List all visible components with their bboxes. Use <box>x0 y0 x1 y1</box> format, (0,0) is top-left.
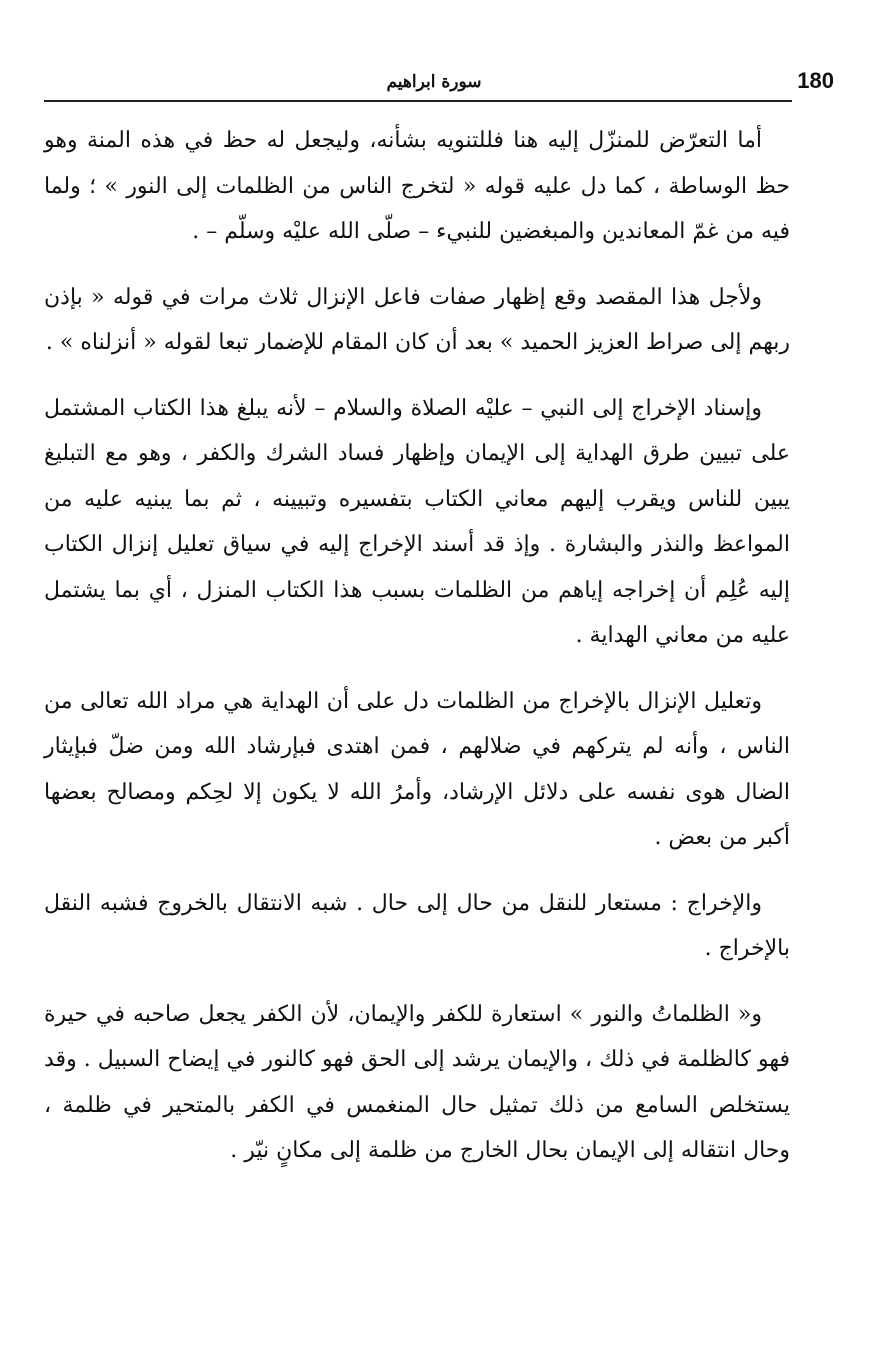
header-rule <box>44 100 792 102</box>
body-text <box>44 118 790 1194</box>
paragraph: والإخراج : مستعار للنقل من حال إلى حال . شبه الانتقال بالخروج فشبه النقل بالإخراج . <box>44 890 790 961</box>
paragraph: وإسناد الإخراج إلى النبي – عليْه الصلاة والسلام – لأنه يبلغ هذا الكتاب المشتمل على تبيين طرق الهداية إلى الإيمان وإظهار فساد الشرك والكفر ، وهو مع التبليغ يبين للناس ويقرب إليهم معاني الكتاب بتفسيره وتبيينه ، ثم بما يبنيه عليه من المواعظ والنذر والبشارة . وإذ قد أسند الإخراج إليه في سياق تعليل إنزال الكتاب إليه عُلِم أن إخراجه إياهم من الظلمات بسبب هذا الكتاب المنزل ، أي بما يشتمل عليه من معاني الهداية . <box>44 395 790 648</box>
page-header <box>44 66 834 102</box>
page-number: 180 <box>797 68 834 93</box>
paragraph: و« الظلماتُ والنور » استعارة للكفر والإيمان، لأن الكفر يجعل صاحبه في حيرة فهو كالظلمة في ذلك ، والإيمان يرشد إلى الحق فهو كالنور في إيضاح السبيل . وقد يستخلص السامع من ذلك تمثيل حال المنغمس في الكفر بالمتحير في ظلمة ، وحال انتقاله إلى الإيمان بحال الخارج من ظلمة إلى مكانٍ نيّر . <box>44 1001 790 1163</box>
paragraph: وتعليل الإنزال بالإخراج من الظلمات دل على أن الهداية هي مراد الله تعالى من الناس ، وأنه لم يتركهم في ضلالهم ، فمن اهتدى فبإرشاد الله ومن ضلّ فبإيثار الضال هوى نفسه على دلائل الإرشاد، وأمرُ الله لا يكون إلا لحِكم ومصالح بعضها أكبر من بعض . <box>44 688 790 850</box>
paragraph: ولأجل هذا المقصد وقع إظهار صفات فاعل الإنزال ثلاث مرات في قوله « بإذن ربهم إلى صراط العزيز الحميد » بعد أن كان المقام للإضمار تبعا لقوله « أنزلناه » . <box>44 284 790 355</box>
paragraph: أما التعرّض للمنزّل إليه هنا فللتنويه بشأنه، وليجعل له حظ في هذه المنة وهو حظ الوساطة ، كما دل عليه قوله « لتخرج الناس من الظلمات إلى النور » ؛ ولما فيه من غمّ المعاندين والمبغضين للنبيء – صلّى الله عليْه وسلّم – . <box>44 128 790 244</box>
surah-title: سورة ابراهيم <box>386 72 482 92</box>
